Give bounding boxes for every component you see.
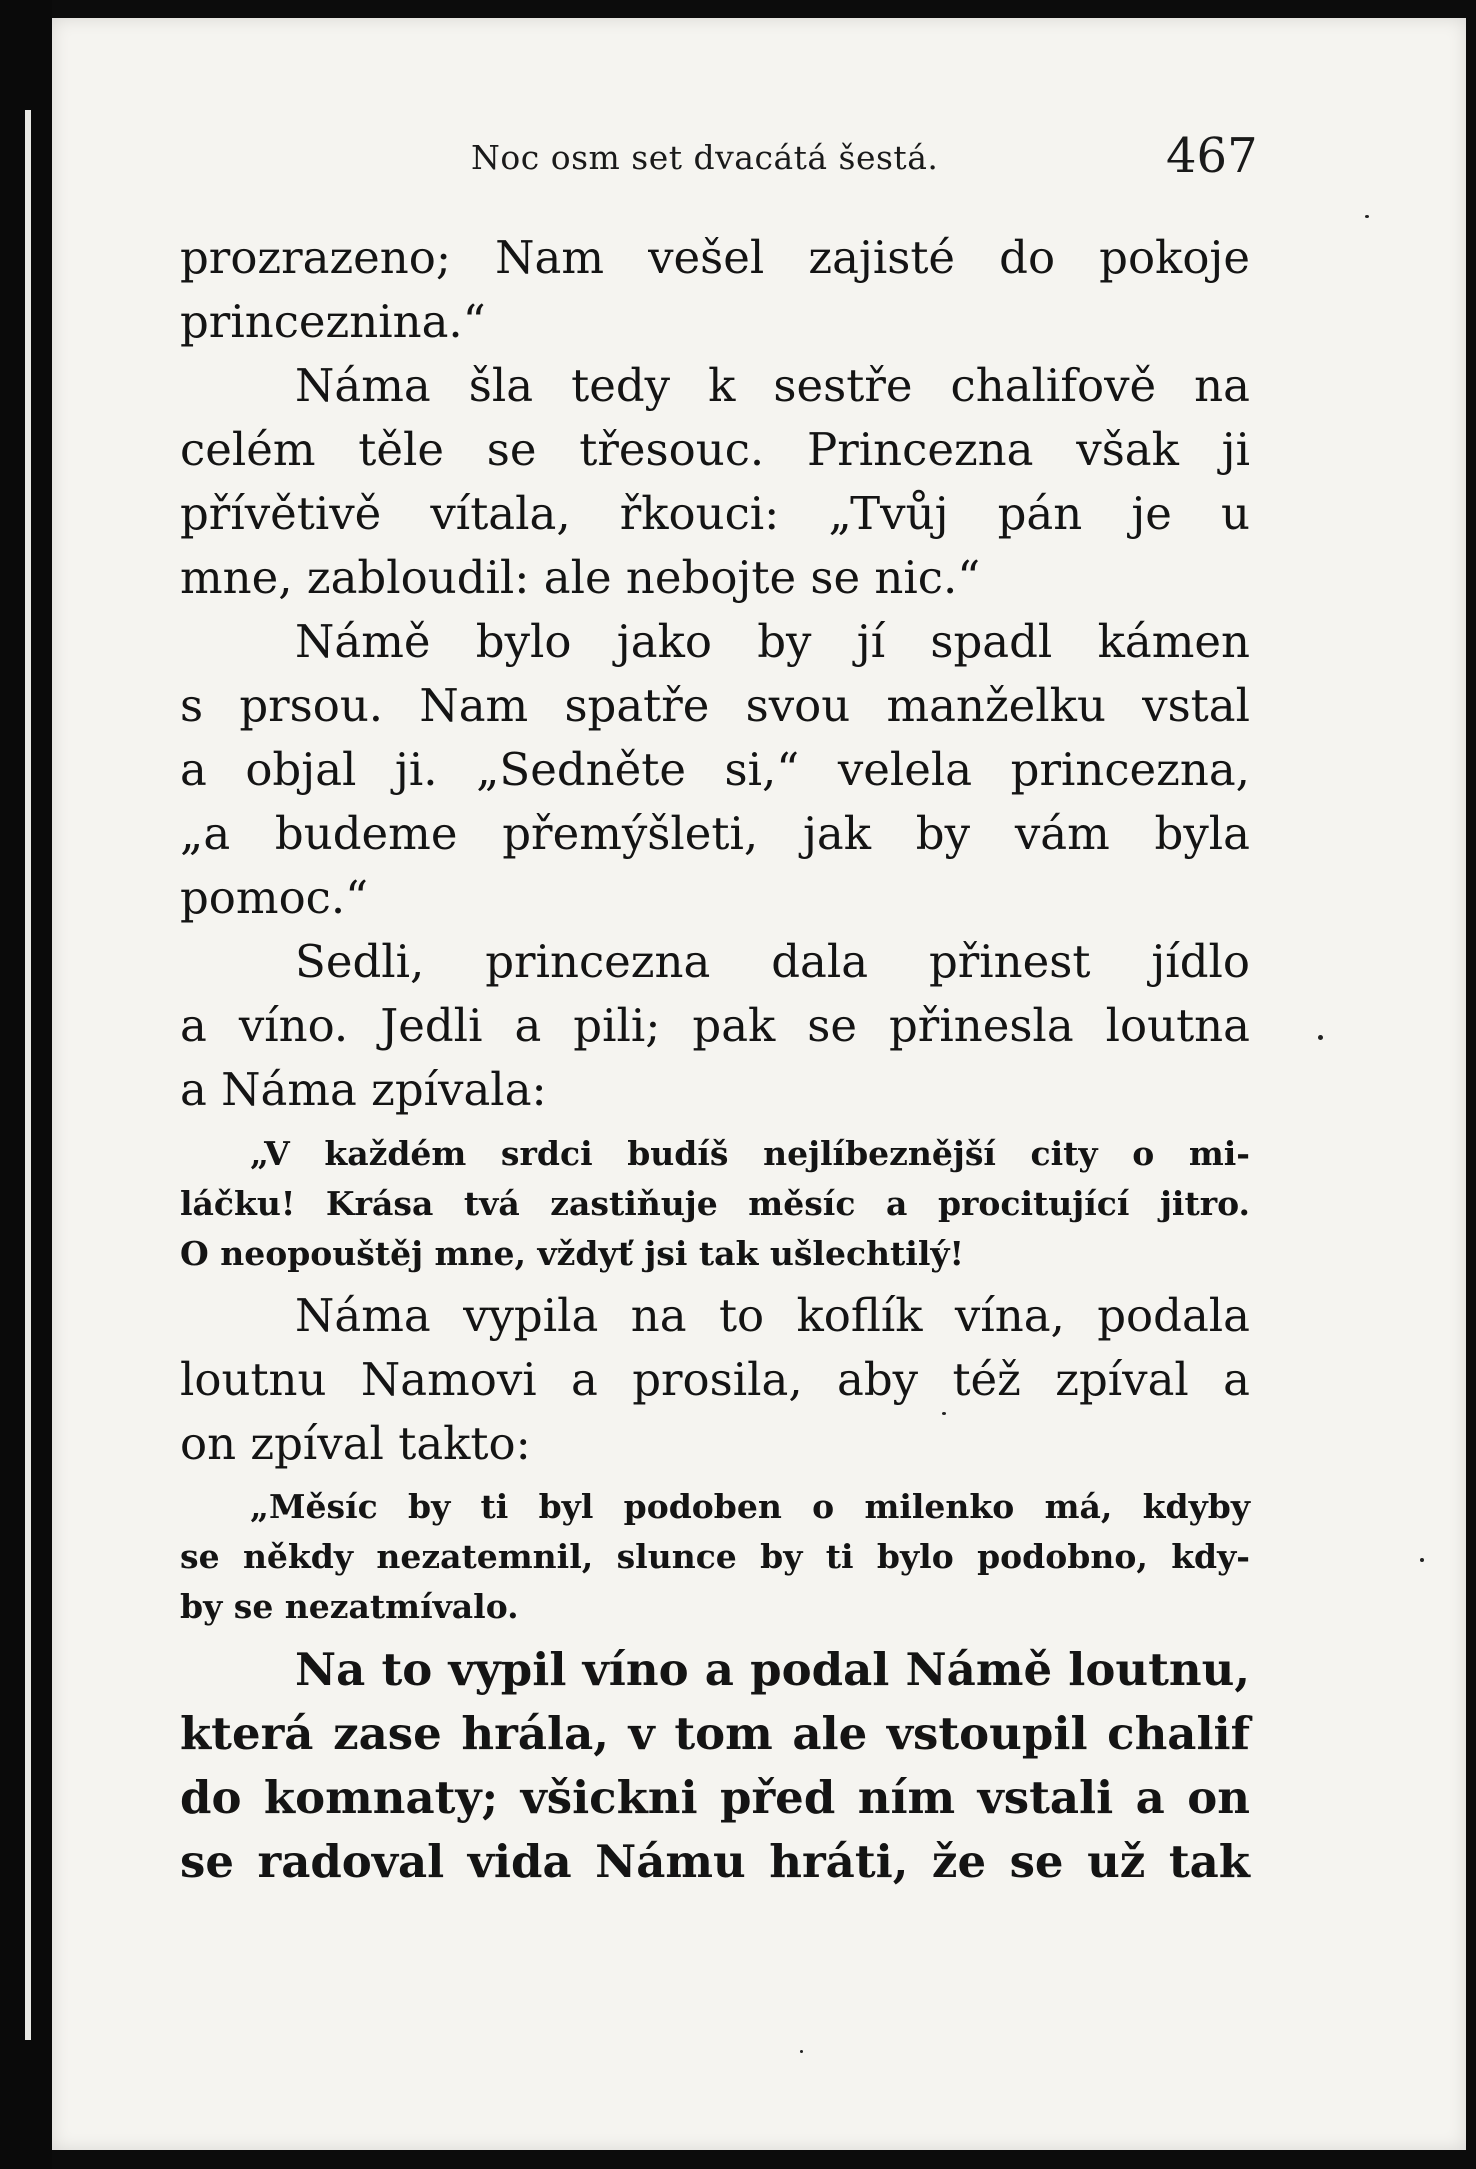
- text-line: „a budeme přemýšleti, jak by vám byla: [180, 807, 1250, 860]
- page-header: [471, 128, 1271, 188]
- text-line: přívětivě vítala, řkouci: „Tvůj pán je u: [180, 487, 1250, 540]
- text-line: se radoval vida Námu hráti, že se už tak: [180, 1835, 1250, 1888]
- print-speck: [1420, 1558, 1424, 1562]
- song-line: „V každém srdci budíš nejlíbeznější city o mi-: [250, 1134, 1250, 1173]
- song-line: láčku! Krása tvá zastiňuje měsíc a procitující jitro.: [180, 1184, 1250, 1223]
- print-speck: [942, 1412, 946, 1415]
- text-line: prozrazeno; Nam vešel zajisté do pokoje: [180, 231, 1250, 284]
- song-line: O neopouštěj mne, vždyť jsi tak ušlechtilý!: [180, 1234, 965, 1273]
- binding-line: [25, 110, 31, 2040]
- text-line: pomoc.“: [180, 871, 369, 924]
- text-line: Sedli, princezna dala přinest jídlo: [295, 935, 1250, 988]
- text-line: Náma vypila na to koflík vína, podala: [295, 1289, 1250, 1342]
- text-line: do komnaty; všickni před ním vstali a on: [180, 1771, 1250, 1824]
- text-line: a víno. Jedli a pili; pak se přinesla loutna: [180, 999, 1250, 1052]
- text-line: a Náma zpívala:: [180, 1063, 547, 1116]
- text-line: s prsou. Nam spatře svou manželku vstal: [180, 679, 1250, 732]
- text-line: mne, zabloudil: ale nebojte se nic.“: [180, 551, 981, 604]
- running-title: Noc osm set dvacátá šestá.: [471, 138, 939, 177]
- binding-edge: [0, 0, 52, 2169]
- text-line: Náma šla tedy k sestře chalifově na: [295, 359, 1250, 412]
- text-line: Námě bylo jako by jí spadl kámen: [295, 615, 1250, 668]
- page-number: 467: [1166, 128, 1258, 184]
- print-speck: [1365, 215, 1369, 218]
- text-line: celém těle se třesouc. Princezna však ji: [180, 423, 1250, 476]
- text-line: která zase hrála, v tom ale vstoupil chalif: [180, 1707, 1250, 1760]
- text-line: on zpíval takto:: [180, 1417, 531, 1470]
- song-line: se někdy nezatemnil, slunce by ti bylo podobno, kdy-: [180, 1537, 1250, 1576]
- text-line: princeznina.“: [180, 295, 486, 348]
- song-line: by se nezatmívalo.: [180, 1587, 519, 1626]
- song-line: „Měsíc by ti byl podoben o milenko má, kdyby: [250, 1487, 1250, 1526]
- print-speck: [1318, 1035, 1323, 1040]
- print-speck: [800, 2050, 803, 2053]
- text-line: a objal ji. „Sedněte si,“ velela princezna,: [180, 743, 1250, 796]
- text-line: Na to vypil víno a podal Námě loutnu,: [295, 1643, 1250, 1696]
- text-line: loutnu Namovi a prosila, aby též zpíval a: [180, 1353, 1250, 1406]
